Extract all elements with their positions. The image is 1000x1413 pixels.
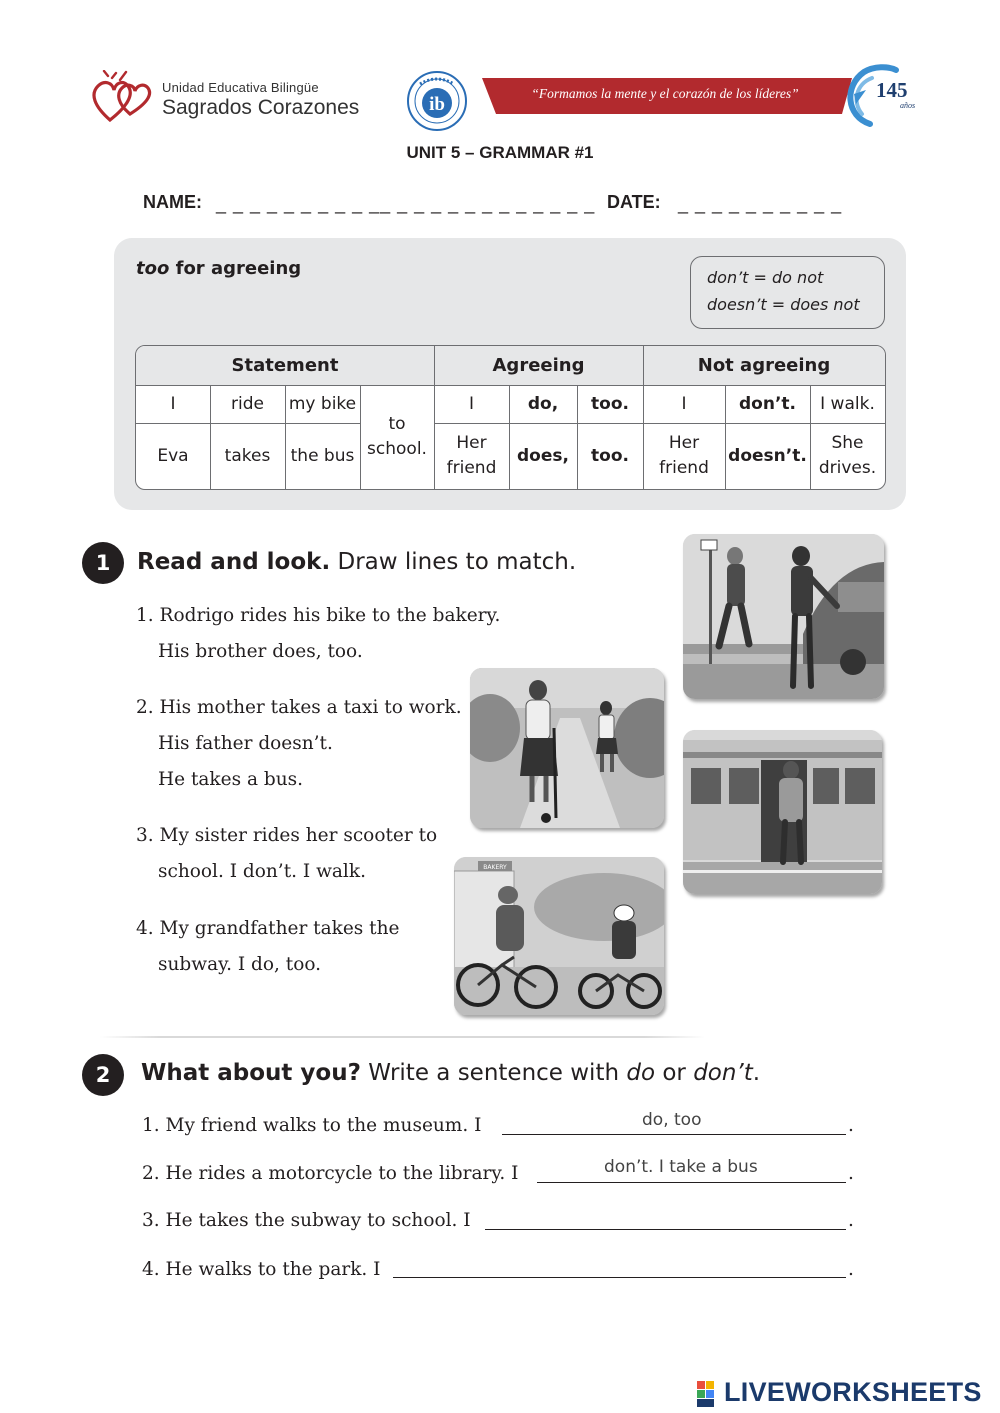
name-field[interactable]: _ _ _ _ _ _ _ _ _ __ _ _ _ _ _ _ _ _ _ _ _ _ xyxy=(216,194,596,214)
cell-r2-agree-verb: does, xyxy=(517,445,569,466)
page-title: UNIT 5 – GRAMMAR #1 xyxy=(406,143,594,162)
table-rule xyxy=(643,346,644,489)
cell-r2-not-subject: Her friend xyxy=(659,433,709,478)
section-divider xyxy=(100,1036,705,1038)
table-rule xyxy=(725,385,726,489)
cell-r1-agree-verb: do, xyxy=(527,393,559,414)
answer-field[interactable]: do, too xyxy=(642,1110,702,1130)
note-doesnt: doesn’t = does not xyxy=(707,295,860,314)
cell-r1-agree-too: too. xyxy=(591,393,629,414)
ib-seal-icon xyxy=(406,70,468,132)
exercise2-prompt: 3. He takes the subway to school. I xyxy=(142,1210,471,1231)
cell-r2-agree-too: too. xyxy=(591,445,629,466)
header-statement: Statement xyxy=(136,346,434,385)
answer-line xyxy=(537,1182,846,1183)
table-rule xyxy=(210,385,211,489)
cell-r1-agree-subject: I xyxy=(468,393,474,414)
exercise1-number: 1 xyxy=(82,542,124,584)
exercise2-prompt: 4. He walks to the park. I xyxy=(142,1259,381,1280)
exercise1-heading xyxy=(137,549,576,575)
cell-r2-agree-subject: Her friend xyxy=(446,433,497,478)
exercise1-line[interactable]: 2. His mother takes a taxi to work. xyxy=(136,697,462,718)
exercise2-heading-bold: What about you? xyxy=(141,1060,361,1086)
table-rule xyxy=(434,423,885,424)
taxi-photo[interactable] xyxy=(683,534,884,699)
grammar-box-title xyxy=(136,258,301,279)
exercise2-heading xyxy=(141,1060,760,1086)
exercise1-line[interactable]: His father doesn’t. xyxy=(158,733,333,754)
exercise1-line[interactable]: 3. My sister rides her scooter to xyxy=(136,825,438,846)
date-field[interactable]: _ _ _ _ _ _ _ _ _ _ xyxy=(678,194,843,214)
table-rule xyxy=(810,385,811,489)
school-motto: “Formamos la mente y el corazón de los líderes” xyxy=(531,86,799,101)
cell-r2-verb: takes xyxy=(224,445,271,466)
table-rule xyxy=(434,346,435,489)
exercise2-number: 2 xyxy=(82,1054,124,1096)
exercise2-heading-dont: don’t xyxy=(693,1060,753,1086)
table-rule xyxy=(509,385,510,489)
period: . xyxy=(848,1115,854,1136)
answer-line xyxy=(502,1134,846,1135)
liveworksheets-logo-icon xyxy=(697,1381,723,1407)
school-name xyxy=(162,80,359,120)
table-rule xyxy=(360,385,361,489)
subway-photo[interactable] xyxy=(683,730,882,894)
cell-r1-not-subject: I xyxy=(681,393,687,414)
answer-line xyxy=(393,1277,846,1278)
exercise1-line[interactable]: 4. My grandfather takes the xyxy=(136,918,400,939)
table-rule xyxy=(136,385,885,386)
bakery-sign: BAKERY xyxy=(483,864,507,871)
answer-field[interactable]: don’t. I take a bus xyxy=(604,1157,758,1177)
cell-r2-subject: Eva xyxy=(157,445,189,466)
scooter-photo[interactable] xyxy=(470,668,664,828)
table-rule xyxy=(136,423,360,424)
svg-text:ib: ib xyxy=(429,94,445,115)
table-rule xyxy=(285,385,286,489)
exercise2-heading-do: do xyxy=(626,1060,656,1086)
name-label: NAME: xyxy=(143,192,202,212)
school-name-line2: Sagrados Corazones xyxy=(162,96,360,119)
table-rule xyxy=(577,385,578,489)
exercise2-prompt: 1. My friend walks to the museum. I xyxy=(142,1115,482,1136)
cell-r1-not-verb: don’t. xyxy=(739,393,796,414)
exercise1-line[interactable]: school. I don’t. I walk. xyxy=(158,861,366,882)
liveworksheets-brand[interactable]: LIVEWORKSHEETS xyxy=(724,1377,982,1407)
exercise2-prompt: 2. He rides a motorcycle to the library. I xyxy=(142,1163,519,1184)
cell-to-school: to school. xyxy=(367,414,427,459)
anniversary-number: 145 xyxy=(876,78,908,102)
answer-line xyxy=(485,1229,846,1230)
exercise1-heading-rest: Draw lines to match. xyxy=(330,549,577,575)
exercise2-heading-end: . xyxy=(752,1060,761,1086)
cell-r1-not-alt: I walk. xyxy=(820,393,875,414)
exercise1-heading-bold: Read and look. xyxy=(137,549,331,575)
title-keyword: too xyxy=(136,258,170,279)
school-logo-icon xyxy=(90,70,154,122)
period: . xyxy=(848,1259,854,1280)
date-label: DATE: xyxy=(607,192,661,212)
period: . xyxy=(848,1163,854,1184)
cell-r2-object: the bus xyxy=(290,445,355,466)
header-agreeing: Agreeing xyxy=(434,346,643,385)
cell-r2-not-alt: She drives. xyxy=(818,433,877,478)
grammar-table xyxy=(135,345,886,490)
title-rest: for agreeing xyxy=(169,258,302,279)
exercise1-line[interactable]: 1. Rodrigo rides his bike to the bakery. xyxy=(136,605,501,626)
cell-r1-verb: ride xyxy=(231,393,264,414)
exercise1-line[interactable]: He takes a bus. xyxy=(158,769,304,790)
cell-r1-subject: I xyxy=(170,393,176,414)
header-not-agreeing: Not agreeing xyxy=(643,346,885,385)
exercise1-line[interactable]: subway. I do, too. xyxy=(158,954,322,975)
exercise1-line[interactable]: His brother does, too. xyxy=(158,641,363,662)
exercise2-heading-rest: Write a sentence with xyxy=(360,1060,627,1086)
anniversary-label: años xyxy=(900,101,916,110)
period: . xyxy=(848,1210,854,1231)
school-name-line1: Unidad Educativa Bilingüe xyxy=(162,80,319,95)
contraction-note xyxy=(690,256,885,329)
cell-r2-not-verb: doesn’t. xyxy=(728,445,807,466)
note-dont: don’t = do not xyxy=(707,268,824,287)
bicycle-photo[interactable] xyxy=(454,857,664,1015)
cell-r1-object: my bike xyxy=(288,393,357,414)
exercise2-heading-or: or xyxy=(655,1060,694,1086)
